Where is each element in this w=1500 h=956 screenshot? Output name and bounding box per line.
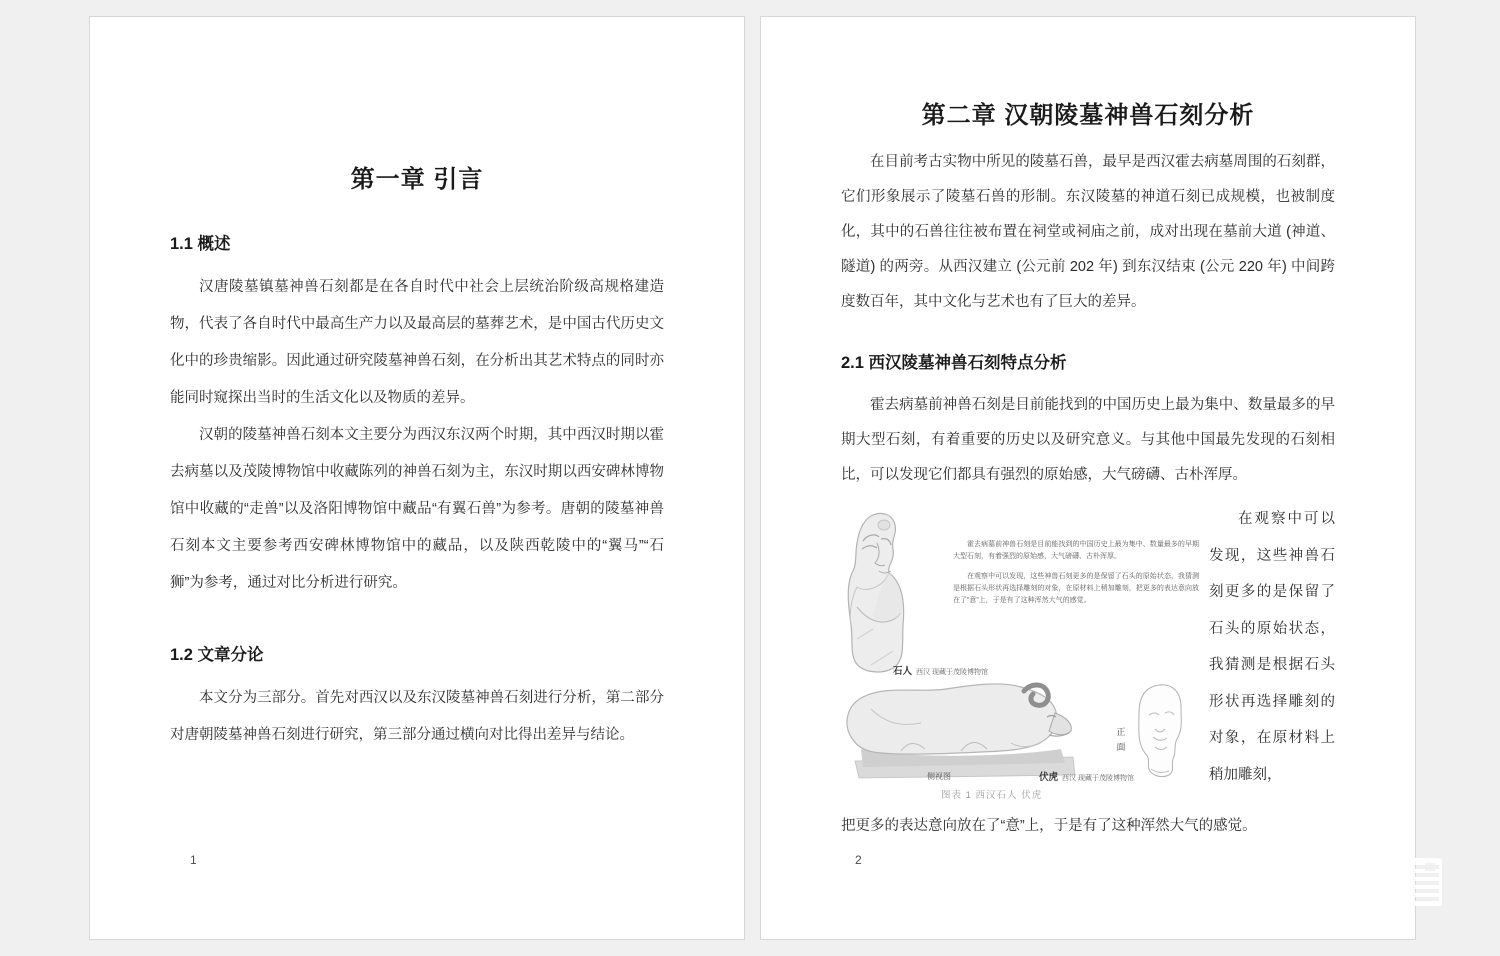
figure-and-wrap-text [841, 501, 1335, 807]
section-heading-1-1: 1.1 概述 [170, 235, 231, 253]
paragraph: 在目前考古实物中所见的陵墓石兽，最早是西汉霍去病墓周围的石刻群，它们形象展示了陵墓石兽的形制。东汉陵墓的神道石刻已成规模，也被制度化，其中的石兽往往被布置在祠堂或祠庙之前，成对出现在墓前大道 (神道、隧道) 的两旁。从西汉建立 (公元前 202 年) 到东汉结束 (公元 220 年) 中间跨度数百年，其中文化与艺术也有了巨大的差异。 [841, 154, 1335, 310]
paragraph-wrapped: 在观察中可以发现，这些神兽石刻更多的是保留了石头的原始状态，我猜测是根据石头形状再选择雕刻的对象，在原材料上稍加雕刻， [1209, 511, 1335, 783]
paragraph: 霍去病墓前神兽石刻是目前能找到的中国历史上最为集中、数量最多的早期大型石刻，有着重要的历史以及研究意义。与其他中国最先发现的石刻相比，可以发现它们都具有强烈的原始感，大气磅礴、古朴浑厚。 [841, 397, 1335, 483]
tiger-head-front-drawing [1131, 681, 1189, 781]
page-2-content [761, 17, 1415, 939]
section-heading-1-2: 1.2 文章分论 [170, 646, 264, 664]
figure-embedded-paragraph-2: 在观察中可以发现，这些神兽石刻更多的是保留了石头的原始状态，我猜测是根据石头形状再选择雕刻的对象，在原材料上稍加雕刻，把更多的表达意向放在了“意”上，于是有了这种浑然大气的感觉。 [953, 573, 1199, 604]
page-number-2: 2 [855, 853, 862, 867]
paragraph-closing: 把更多的表达意向放在了“意”上，于是有了这种浑然大气的感觉。 [841, 818, 1257, 834]
stone-person-label [893, 663, 988, 677]
paragraph: 本文分为三部分。首先对西汉以及东汉陵墓神兽石刻进行分析，第二部分对唐朝陵墓神兽石刻进行研究，第三部分通过横向对比得出差异与结论。 [170, 690, 664, 743]
page-1-content [90, 17, 744, 939]
tiger-label-source: 西汉 现藏于茂陵博物馆 [1062, 775, 1134, 782]
tiger-label [1039, 769, 1134, 783]
stone-person-drawing [843, 509, 909, 675]
side-view-label: 侧视图 [927, 772, 951, 781]
watermark-seal-logo [1404, 858, 1442, 906]
figure-embedded-text [953, 539, 1199, 615]
figure-caption: 图表 1 西汉石人 伏虎 [941, 790, 1043, 801]
page-number-1: 1 [190, 853, 197, 867]
chapter-2-title: 第二章 汉朝陵墓神兽石刻分析 [921, 102, 1255, 129]
tiger-label-title: 伏虎 [1039, 772, 1059, 783]
paragraph: 汉唐陵墓镇墓神兽石刻都是在各自时代中社会上层统治阶级高规格建造物，代表了各自时代中最高生产力以及最高层的墓葬艺术，是中国古代历史文化中的珍贵缩影。因此通过研究陵墓神兽石刻，在分析出其艺术特点的同时亦能同时窥探出当时的生活文化以及物质的差异。 [170, 279, 664, 406]
document-page-1 [89, 16, 745, 940]
chapter-1-title: 第一章 引言 [350, 166, 484, 193]
stone-person-label-title: 石人 [893, 666, 913, 677]
section-heading-2-1: 2.1 西汉陵墓神兽石刻特点分析 [841, 354, 1067, 372]
stone-person-label-source: 西汉 现藏于茂陵博物馆 [916, 669, 988, 676]
front-view-label: 正面 [1116, 727, 1126, 752]
figure-stone-carvings-image [841, 501, 1203, 807]
paragraph: 汉朝的陵墓神兽石刻本文主要分为西汉东汉两个时期，其中西汉时期以霍去病墓以及茂陵博物馆中收藏陈列的神兽石刻为主，东汉时期以西安碑林博物馆中收藏的“走兽”以及洛阳博物馆中藏品“有翼石兽”为参考。唐朝的陵墓神兽石刻本文主要参考西安碑林博物馆中的藏品，以及陕西乾陵中的“翼马”“石狮”为参考，通过对比分析进行研究。 [170, 427, 664, 591]
document-page-2 [760, 16, 1416, 940]
figure-embedded-paragraph-1: 霍去病墓前神兽石刻是目前能找到的中国历史上最为集中、数量最多的早期大型石刻，有着强烈的原始感，大气磅礴、古朴浑厚。 [953, 541, 1199, 560]
